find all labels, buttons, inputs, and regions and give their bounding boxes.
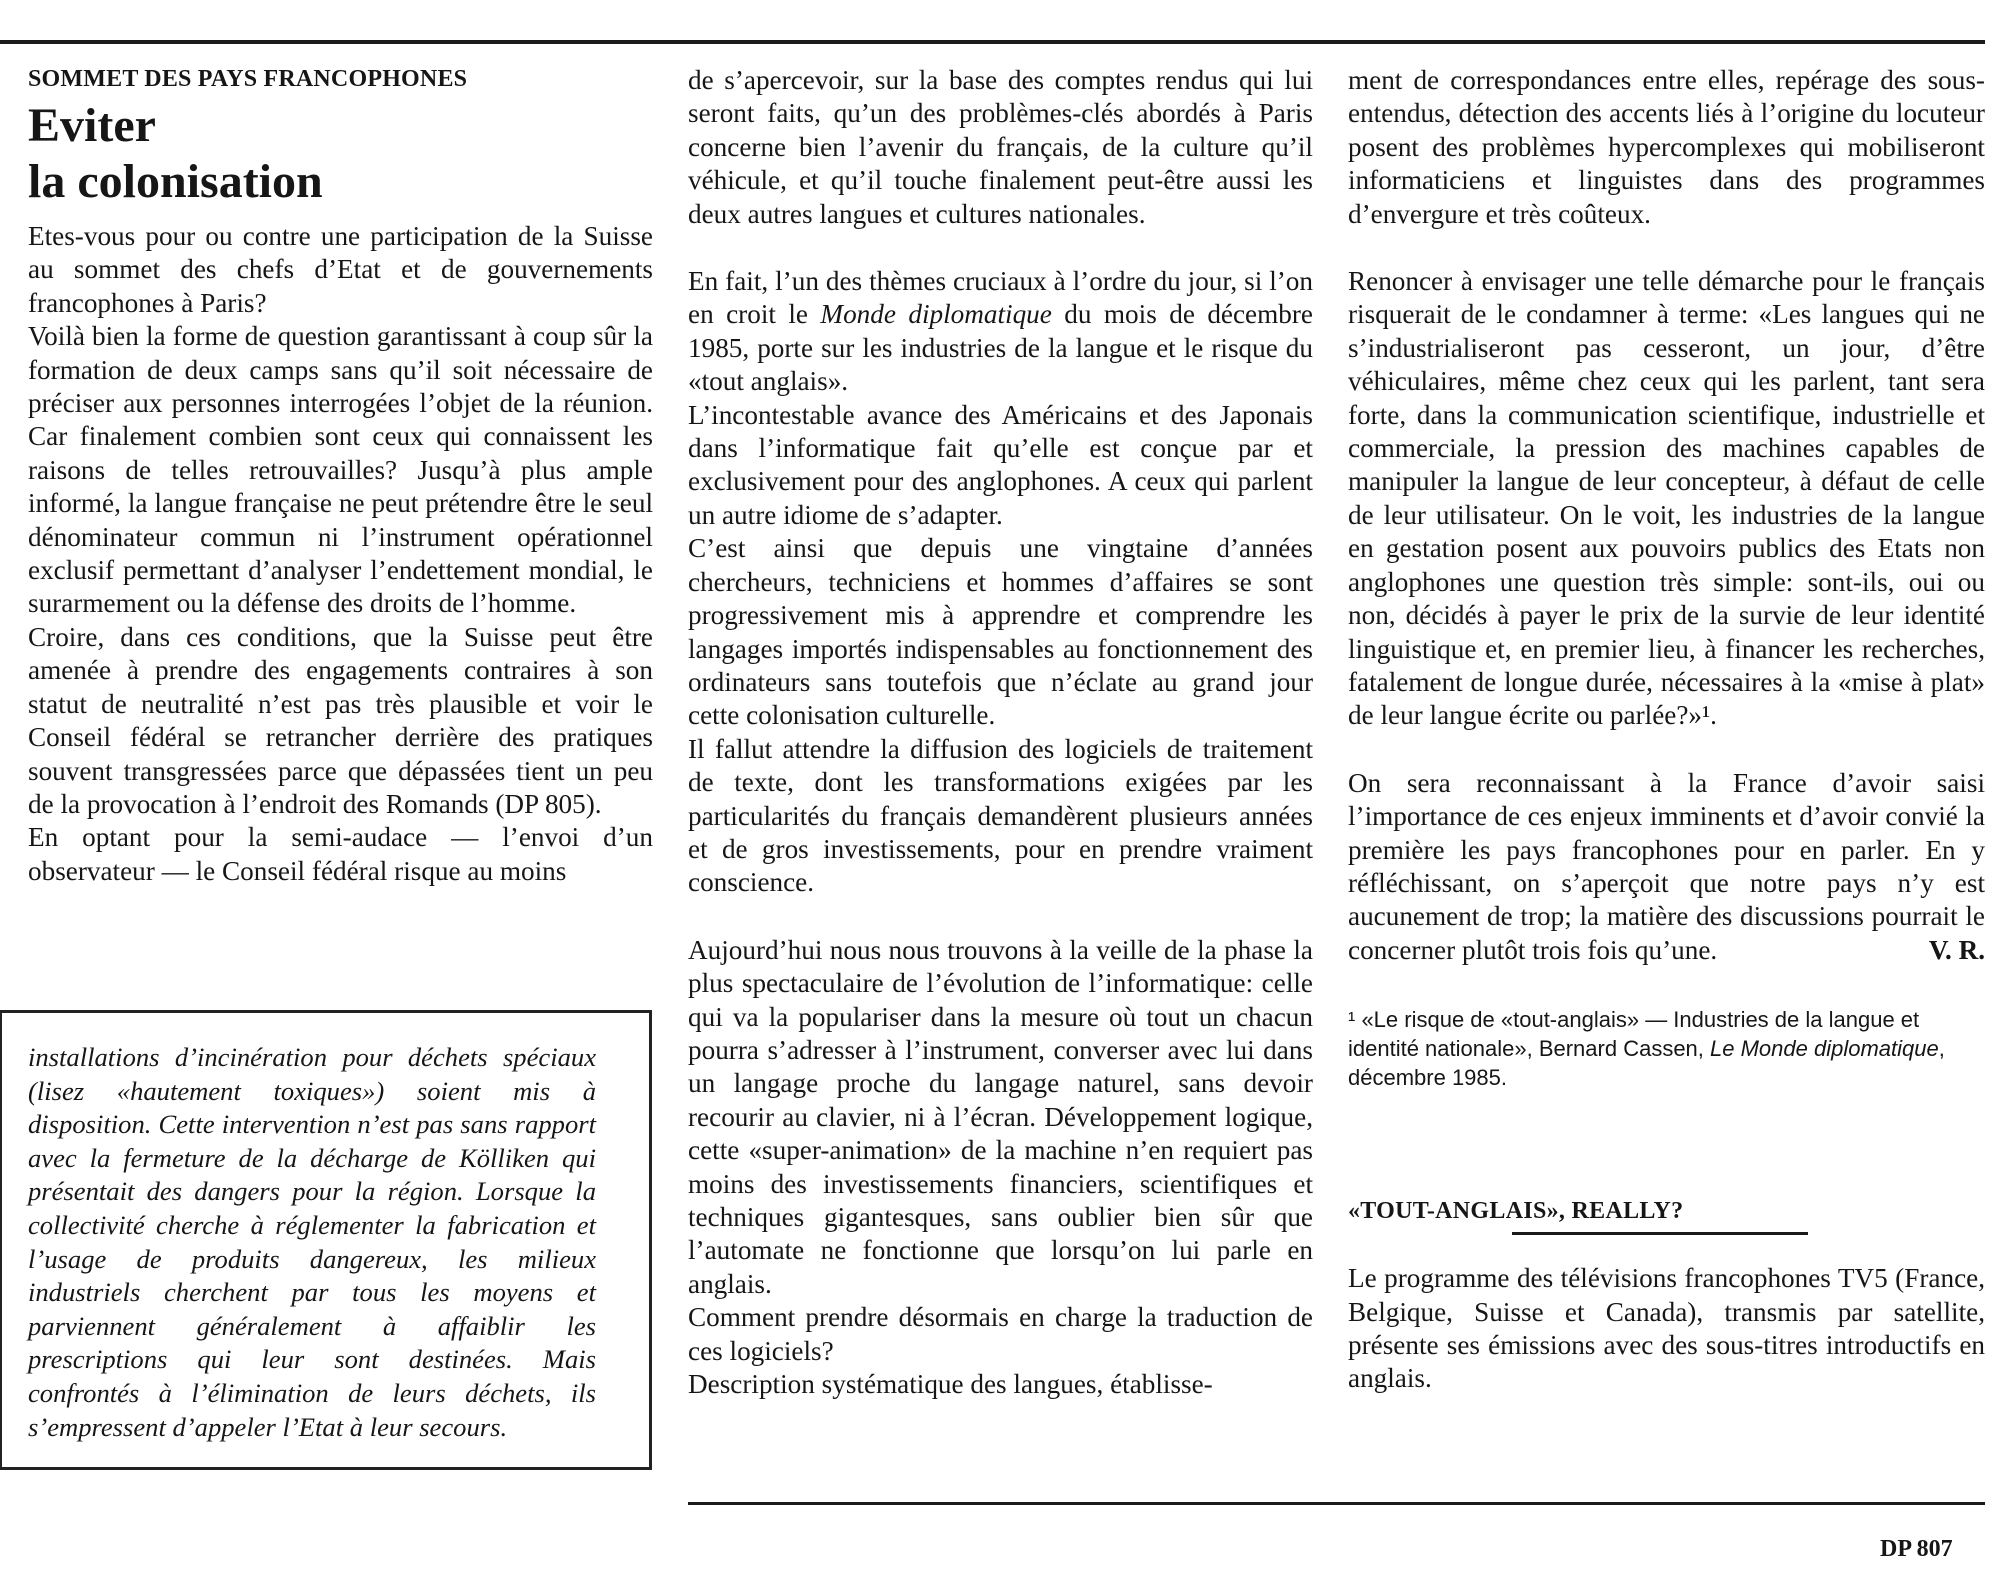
brief-title: «TOUT-ANGLAIS», REALLY? — [1348, 1198, 1684, 1225]
author-signature: V. R. — [1928, 934, 1985, 965]
paragraph: On sera reconnaissant à la France d’avoir saisi l’importance de ces enjeux imminents et d’avoir convié la première les pays francophones pour en parler. En y réfléchissant, on s’aperçoit que notre pays n’y est aucunement de trop; la matière des discussions pourrait le concerner plutôt trois fois qu’une. V. R. — [1348, 767, 1985, 967]
paragraph: C’est ainsi que depuis une vingtaine d’années chercheurs, techniciens et hommes d’affaires se sont progressivement mis à apprendre et comprendre les langages importés indispensables au fonctionnement des ordinateurs sans toutefois que n’éclate au grand jour cette colonisation culturelle. — [688, 533, 1313, 731]
paragraph: En optant pour la semi-audace — l’envoi d’un observateur — le Conseil fédéral risque au moins — [28, 822, 653, 886]
paragraph: de s’apercevoir, sur la base des comptes rendus qui lui seront faits, qu’un des problèmes-clés abordés à Paris concerne bien l’avenir du français, de la culture qu’il véhicule, et qu’il touche finalement peut-être aussi les deux autres langues et cultures nationales. — [688, 65, 1313, 229]
paragraph: Renoncer à envisager une telle démarche pour le français risquerait de le condamner à terme: «Les langues qui ne s’industrialiseront pas cesseront, un jour, d’être véhiculaires, même chez ceux qui les parlent, tant sera forte, dans la communication scientifique, industrielle et commerciale, la pression des machines capables de manipuler la langue de leur concepteur, à défaut de celle de leur utilisateur. On le voit, les industries de la langue en gestation posent aux pouvoirs publics des Etats non anglophones une question très simple: sont-ils, oui ou non, décidés à payer le prix de la survie de leur identité linguistique et, en premier lieu, à financer les recherches, fatalement de longue durée, nécessaires à la «mise à plat» de leur langue écrite ou parlée?»¹. — [1348, 266, 1985, 731]
headline-line-2: la colonisation — [28, 155, 323, 208]
headline-line-1: Eviter — [28, 99, 156, 152]
article-column-3 — [1348, 64, 1985, 1396]
insert-text: installations d’incinération pour déchets spéciaux (lisez «hautement toxiques») soient mis à disposition. Cette intervention n’est pas sans rapport avec la fermeture de la décharge de Kölliken qui présentait des dangers pour la région. Lorsque la collectivité cherche à réglementer la fabrication et l’usage de produits dangereux, les milieux industriels cherchent par tous les moyens et parviennent généralement à affaiblir les prescriptions qui leur sont destinées. Mais confrontés à l’élimination de leurs déchets, ils s’empressent d’appeler l’Etat à leur secours. — [28, 1042, 596, 1442]
brief-text: Le programme des télévisions francophones TV5 (France, Belgique, Suisse et Canada), transmis par satellite, présente ses émissions avec des sous-titres introductifs en anglais. — [1348, 1263, 1985, 1394]
paragraph: Comment prendre désormais en charge la traduction de ces logiciels? — [688, 1302, 1313, 1366]
footnote: ¹ «Le risque de «tout-anglais» — Industries de la langue et identité nationale», Bernard Cassen, Le Monde diplomatique, décembre 1985. — [1348, 1007, 1945, 1091]
article-column-1 — [28, 64, 653, 888]
boxed-insert — [0, 1010, 652, 1470]
article-column-2 — [688, 64, 1313, 1401]
paragraph: Etes-vous pour ou contre une participation de la Suisse au sommet des chefs d’Etat et de gouvernements francophones à Paris? — [28, 221, 653, 318]
top-rule — [0, 40, 1985, 44]
paragraph: Description systématique des langues, établisse- — [688, 1369, 1213, 1400]
paragraph: Croire, dans ces conditions, que la Suisse peut être amenée à prendre des engagements contraires à son statut de neutralité n’est pas très plausible et voir le Conseil fédéral se retrancher derrière des pratiques souvent transgressées parce que dépassées tient un peu de la provocation à l’endroit des Romands (DP 805). — [28, 621, 653, 819]
paragraph: En fait, l’un des thèmes cruciaux à l’ordre du jour, si l’on en croit le Monde diplomatique du mois de décembre 1985, porte sur les industries de la langue et le risque du «tout anglais». — [688, 266, 1313, 397]
publication-title: Monde diplomatique — [820, 299, 1052, 330]
paragraph: Voilà bien la forme de question garantissant à coup sûr la formation de deux camps sans qu’il soit nécessaire de préciser aux personnes interrogées l’objet de la réunion. Car finalement combien sont ceux qui connaissent les raisons de telles retrouvailles? Jusqu’à plus ample informé, la langue française ne peut prétendre être le seul dénominateur commun ni l’instrument opérationnel exclusif permettant d’analyser l’endettement mondial, le surarmement ou la défense des droits de l’homme. — [28, 321, 653, 619]
paragraph: Aujourd’hui nous nous trouvons à la veille de la phase la plus spectaculaire de l’évolution de l’informatique: celle qui va la populariser dans la mesure où tout un chacun pourra s’adresser à l’instrument, converser avec lui dans un langage proche du langage naturel, sans devoir recourir au clavier, ni à l’écran. Développement logique, cette «super-animation» de la machine n’en requiert pas moins des investissements financiers, scientifiques et techniques gigantesques, sans oublier bien sûr que l’automate ne fonctionne que lorsqu’on lui parle en anglais. — [688, 934, 1313, 1299]
page-number: DP 807 — [1880, 1536, 1953, 1562]
article-headline — [28, 98, 653, 210]
footnote-publication: Le Monde diplomatique — [1710, 1036, 1939, 1062]
article-kicker: SOMMET DES PAYS FRANCOPHONES — [28, 66, 468, 92]
paragraph: ment de correspondances entre elles, repérage des sous-entendus, détection des accents liés à l’origine du locuteur posent des problèmes hypercomplexes qui mobiliseront informaticiens et linguistes dans des programmes d’envergure et très coûteux. — [1348, 65, 1985, 229]
bottom-rule — [688, 1502, 1985, 1505]
paragraph: L’incontestable avance des Américains et des Japonais dans l’informatique fait qu’elle est conçue par et exclusivement pour des anglophones. A ceux qui parlent un autre idiome de s’adapter. — [688, 399, 1313, 530]
section-divider — [1512, 1232, 1808, 1235]
paragraph: Il fallut attendre la diffusion des logiciels de traitement de texte, dont les transformations exigées par les particularités du français demandèrent plusieurs années et de gros investissements, pour en prendre vraiment conscience. — [688, 733, 1313, 898]
